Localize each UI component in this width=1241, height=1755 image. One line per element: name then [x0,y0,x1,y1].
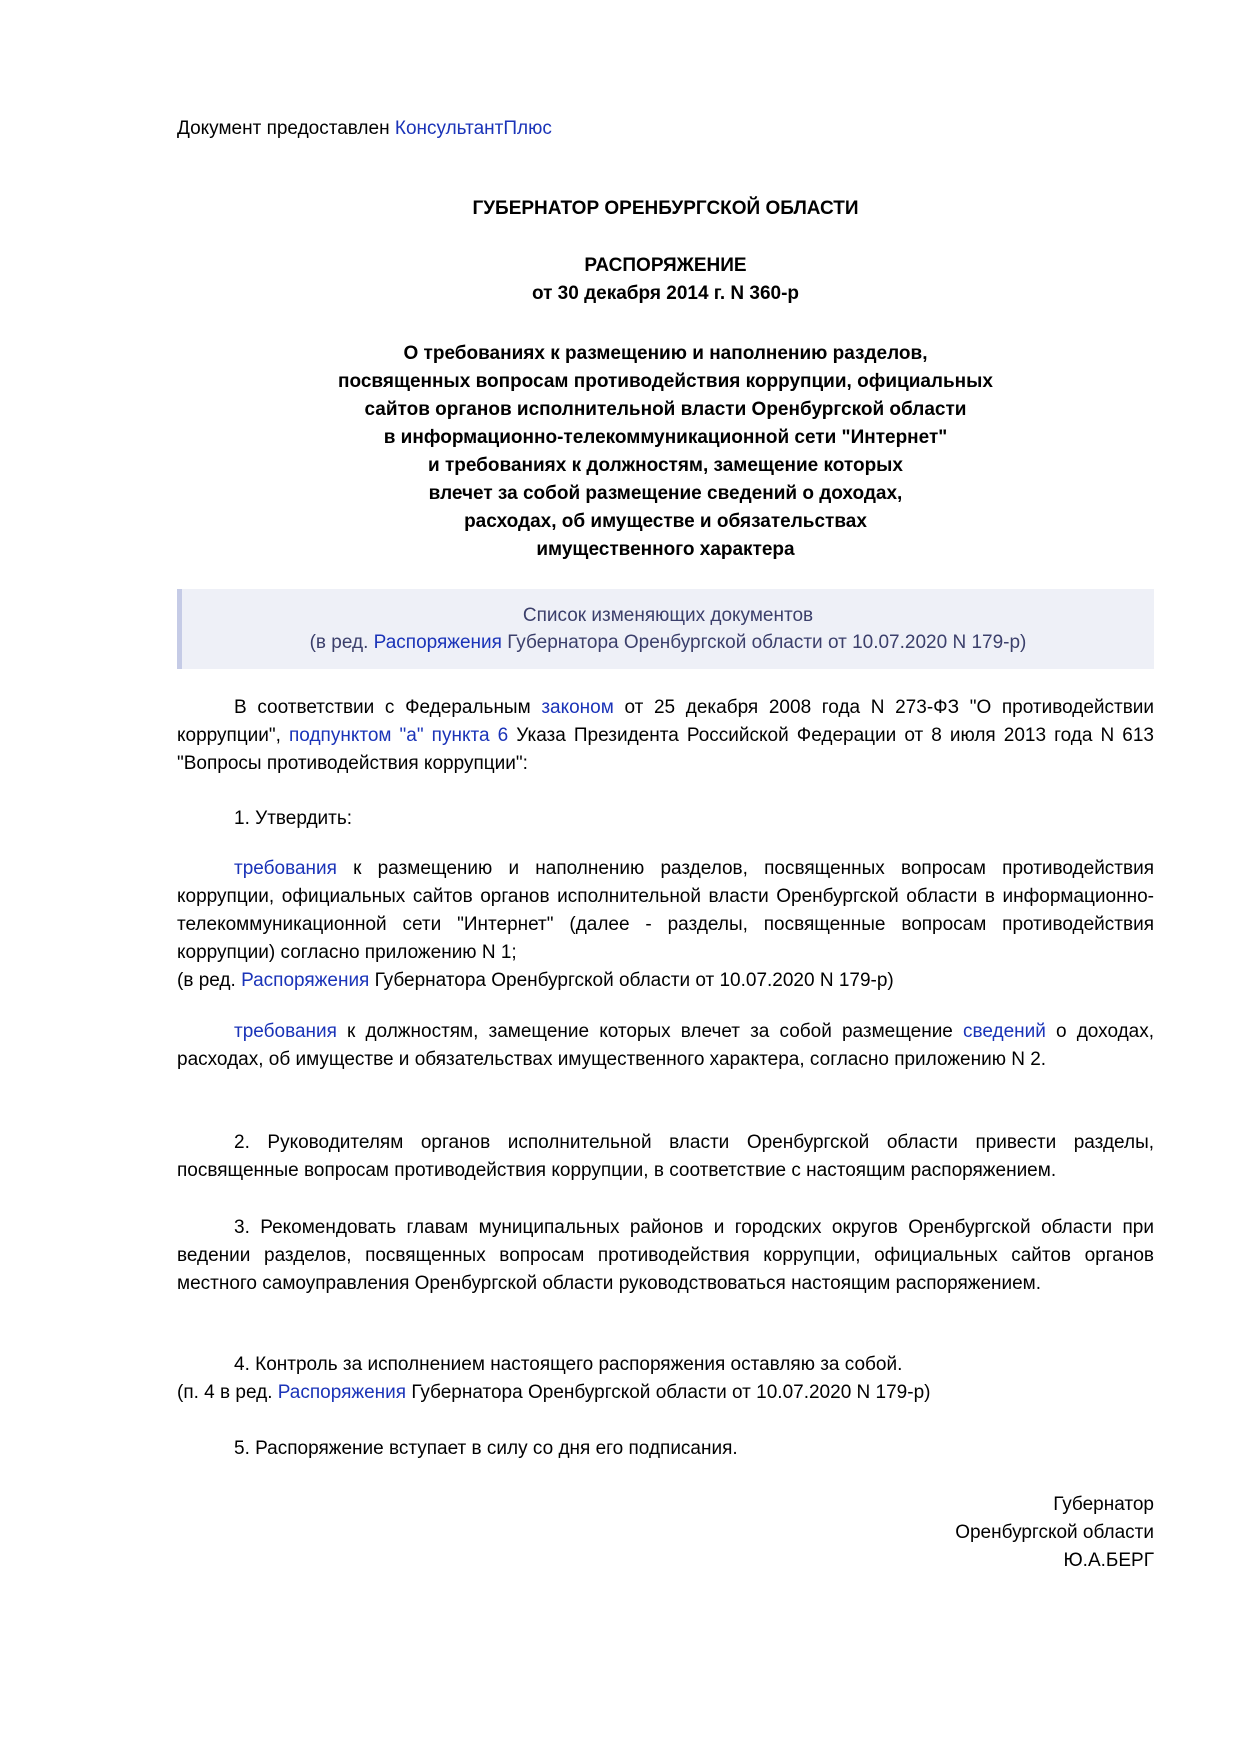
title-line: сайтов органов исполнительной власти Оренбургской области [364,399,967,420]
subparagraph-link[interactable]: подпунктом "а" пункта 6 [289,725,509,746]
title-line: посвященных вопросам противодействия коррупции, официальных [338,371,993,392]
item-4-note [177,1379,930,1407]
authority-heading: ГУБЕРНАТОР ОРЕНБУРГСКОЙ ОБЛАСТИ [472,198,859,219]
preamble-paragraph [177,694,1154,778]
item-5: 5. Распоряжение вступает в силу со дня его подписания. [234,1438,738,1459]
note-prefix: (п. 4 в ред. [177,1382,273,1403]
item-4-note-link[interactable]: Распоряжения [277,1382,407,1403]
amendments-suffix: Губернатора Оренбургской области от 10.07.2020 N 179-р) [507,632,1027,653]
title-line: влечет за собой размещение сведений о доходах, [428,483,903,504]
title-line: в информационно-телекоммуникационной сети "Интернет" [383,427,948,448]
consultant-plus-link[interactable]: КонсультантПлюс [394,118,552,139]
requirements-2-text-b: о доходах, расходах, об имуществе и обязательствах имущественного характера, согласно приложению N 2. [177,1021,1155,1070]
preamble-text-b: от 25 декабря 2008 года N 273-ФЗ "О противодействии коррупции", [177,697,1155,746]
note-suffix: Губернатора Оренбургской области от 10.07.2020 N 179-р) [411,1382,931,1403]
document-title [177,340,1154,564]
requirements-1-link[interactable]: требования [234,858,337,879]
title-line: расходах, об имуществе и обязательствах [464,511,867,532]
preamble-text-a: В соответствии с Федеральным [234,697,531,718]
requirements-2-text-a: к должностям, замещение которых влечет за собой размещение [347,1021,953,1042]
provided-by [177,118,552,140]
amendments-order-link[interactable]: Распоряжения [373,632,502,653]
title-line: имущественного характера [536,539,795,560]
item-3 [177,1214,1154,1298]
item-3-text: 3. Рекомендовать главам муниципальных районов и городских округов Оренбургской области при ведении разделов, посвященных вопросам противодействия коррупции, официальных сайтов органов местного самоуправления Оренбургской области руководствоваться настоящим распоряжением. [177,1217,1154,1294]
requirements-2-link[interactable]: требования [234,1021,337,1042]
note-prefix: (в ред. [177,970,236,991]
item-4: 4. Контроль за исполнением настоящего распоряжения оставляю за собой. [234,1354,903,1375]
requirements-1-note-link[interactable]: Распоряжения [241,970,370,991]
preamble-text-c: Указа Президента Российской Федерации от 8 июля 2013 года N 613 "Вопросы противодействия коррупции": [177,725,1155,774]
federal-law-link[interactable]: законом [541,697,614,718]
document-kind: РАСПОРЯЖЕНИЕ [584,255,747,276]
information-link[interactable]: сведений [963,1021,1046,1042]
amendments-prefix: (в ред. [309,632,369,653]
signature-position: Губернатор [1053,1494,1154,1515]
requirements-1-note [177,967,894,995]
requirements-2-paragraph [177,1018,1154,1074]
title-line: и требованиях к должностям, замещение которых [428,455,903,476]
amendments-box [177,589,1154,669]
provided-by-prefix: Документ предоставлен [177,118,390,139]
amendments-heading: Список изменяющих документов [522,605,814,626]
item-2-text: 2. Руководителям органов исполнительной власти Оренбургской области привести разделы, посвященные вопросам противодействия коррупции, в соответствие с настоящим распоряжением. [177,1132,1154,1181]
signature-block [955,1491,1154,1575]
requirements-1-paragraph [177,855,1154,967]
signature-region: Оренбургской области [955,1522,1154,1543]
item-2 [177,1129,1154,1185]
requirements-1-text: к размещению и наполнению разделов, посвященных вопросам противодействия коррупции, официальных сайтов органов исполнительной власти Оренбургской области в информационно-телекоммуникационной сети "Интернет" (далее - разделы, посвященные вопросам противодействия коррупции) согласно приложению N 1; [177,858,1154,963]
signature-name: Ю.А.БЕРГ [1063,1550,1154,1571]
title-line: О требованиях к размещению и наполнению разделов, [403,343,928,364]
note-suffix: Губернатора Оренбургской области от 10.07.2020 N 179-р) [374,970,894,991]
amendments-line [182,632,1154,654]
item-1: 1. Утвердить: [234,808,353,829]
document-date: от 30 декабря 2014 г. N 360-р [531,283,800,304]
